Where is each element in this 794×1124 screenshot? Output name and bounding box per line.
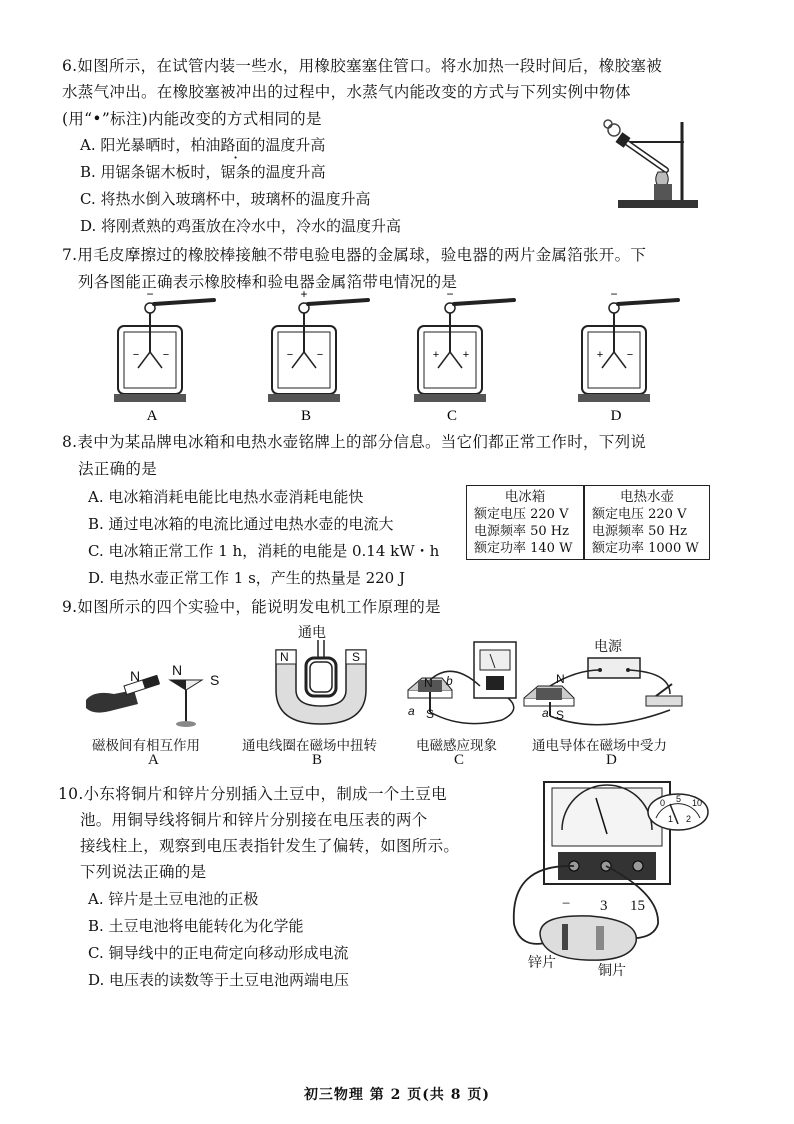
kettle-nameplate-title: 电热水壶 — [620, 489, 674, 505]
q9-stem: 9.如图所示的四个实验中，能说明发电机工作原理的是 — [62, 598, 441, 616]
q6-option-d-pre: D. 将刚煮熟的鸡蛋放在冷水中， — [80, 217, 297, 235]
q10-stem-line2: 池。用铜导线将铜片和锌片分别接在电压表的两个 — [80, 811, 428, 829]
conductor-wire-a: a — [542, 706, 549, 720]
rubber-rod — [618, 300, 678, 304]
q6-stem-line1: 6.如图所示，在试管内装一些水，用橡胶塞塞住管口。将水加热一段时间后，橡胶塞被 — [62, 57, 662, 75]
q6-stem-line3: (用“•”标注)内能改变的方式相同的是 — [62, 110, 322, 128]
q10-stem-line3: 接线柱上，观察到电压表指针发生了偏转，如图所示。 — [80, 837, 460, 855]
magnet-a-pole-n: N — [130, 668, 141, 684]
kettle-nameplate-row: 额定电压 220 V — [592, 507, 687, 522]
fridge-nameplate — [466, 485, 584, 560]
q7-stem-line1: 7.用毛皮摩擦过的橡胶棒接触不带电验电器的金属球，验电器的两片金属箔张开。下 — [62, 246, 647, 264]
electroscope-diagrams — [0, 287, 794, 426]
q9-option-d[interactable]: D — [606, 752, 617, 768]
inset-scale-0: 0 — [660, 798, 666, 808]
q6-option-c[interactable] — [80, 188, 371, 209]
q9-option-a[interactable]: A — [148, 752, 159, 768]
conductor-pole-s: S — [556, 708, 565, 722]
q6-option-b-post: 的温度升高 — [250, 163, 326, 181]
q8-stem-line1: 8.表中为某品牌电冰箱和电热水壶铭牌上的部分信息。当它们都正常工作时，下列说 — [62, 433, 647, 451]
q6-option-d[interactable] — [80, 215, 401, 236]
q9-caption-d: 通电导体在磁场中受力 — [532, 738, 667, 754]
leaf-left-charge: − — [286, 349, 294, 361]
rod-charge-sign: − — [446, 287, 454, 301]
q8-stem-line2: 法正确的是 — [78, 460, 158, 478]
kettle-nameplate — [584, 485, 710, 560]
q6-option-b[interactable] — [80, 161, 326, 182]
q10-option-b[interactable]: B. 土豆电池将电能转化为化学能 — [88, 917, 304, 935]
inset-scale-5: 5 — [676, 794, 682, 804]
rod-charge-sign: − — [146, 287, 154, 301]
leaf-right-charge: − — [316, 349, 324, 361]
q7-option-label[interactable]: B — [300, 408, 312, 424]
terminal-3: 3 — [600, 898, 608, 914]
q6-option-a[interactable] — [80, 134, 325, 155]
fridge-nameplate-row: 额定电压 220 V — [474, 507, 569, 522]
q6-stem-line2: 水蒸气冲出。在橡胶塞被冲出的过程中，水蒸气内能改变的方式与下列实例中物体 — [62, 83, 631, 101]
q10-stem-line4: 下列说法正确的是 — [80, 863, 207, 881]
q9-option-b[interactable]: B — [312, 752, 323, 768]
rod-charge-sign: + — [300, 287, 308, 301]
magnet-b-pole-s: S — [210, 672, 220, 688]
q9-caption-c: 电磁感应现象 — [416, 738, 497, 754]
q9-caption-a: 磁极间有相互作用 — [92, 738, 200, 754]
conductor-pole-n: N — [556, 672, 565, 686]
q6-option-d-post: 的温度升高 — [326, 217, 402, 235]
leaf-left-charge: + — [596, 349, 604, 361]
q9-caption-b: 通电线圈在磁场中扭转 — [242, 738, 377, 754]
magnet-b-pole-n: N — [172, 662, 183, 678]
power-supply-label: 电源 — [594, 639, 622, 655]
leaf-left-charge: − — [132, 349, 140, 361]
q10-option-d[interactable]: D. 电压表的读数等于土豆电池两端电压 — [88, 971, 350, 989]
q7-option-label[interactable]: A — [146, 408, 158, 424]
test-tube-apparatus-figure — [596, 112, 706, 212]
q8-option-a[interactable]: A. 电冰箱消耗电能比电热水壶消耗电能快 — [88, 488, 364, 506]
leaf-left-charge: + — [432, 349, 440, 361]
leaf-right-charge: + — [462, 349, 470, 361]
q8-option-d[interactable]: D. 电热水壶正常工作 1 s，产生的热量是 220 J — [88, 569, 405, 587]
rubber-rod — [154, 300, 214, 304]
page-footer: 初三物理 第 2 页(共 8 页) — [303, 1087, 491, 1103]
q6-option-c-marked: 玻璃杯 — [250, 190, 296, 208]
induction-pole-n: N — [424, 676, 433, 690]
power-on-label: 通电 — [298, 625, 326, 641]
q8-option-b[interactable]: B. 通过电冰箱的电流比通过电热水壶的电流大 — [88, 515, 394, 533]
induction-wire-a: a — [408, 704, 415, 718]
q10-stem-line1: 10.小东将铜片和锌片分别插入土豆中，制成一个土豆电 — [58, 785, 447, 803]
leaf-right-charge: − — [162, 349, 170, 361]
terminal-negative: − — [562, 896, 571, 912]
q7-option-label[interactable]: D — [610, 408, 622, 424]
q6-option-c-pre: C. 将热水倒入玻璃杯中， — [80, 190, 251, 208]
copper-label: 铜片 — [598, 963, 626, 979]
fridge-nameplate-row: 额定功率 140 W — [474, 541, 573, 556]
magnet-interaction-figure — [84, 660, 234, 730]
coil-pole-n: N — [280, 650, 289, 664]
electroscope-base — [414, 394, 486, 402]
q6-option-a-pre: A. 阳光暴晒时， — [80, 136, 191, 154]
q6-option-b-pre: B. 用锯条锯木板时， — [80, 163, 221, 181]
rubber-rod — [308, 300, 368, 304]
coil-pole-s: S — [352, 650, 361, 664]
q10-option-a[interactable]: A. 锌片是土豆电池的正极 — [88, 890, 259, 908]
fridge-nameplate-row: 电源频率 50 Hz — [474, 524, 569, 539]
rubber-rod — [454, 300, 514, 304]
inset-scale-10: 10 — [692, 798, 703, 808]
q7-stem-line2: 列各图能正确表示橡胶棒和验电器金属箔带电情况的是 — [78, 273, 458, 291]
inset-scale-2: 2 — [686, 814, 692, 824]
electroscope-base — [114, 394, 186, 402]
q6-option-b-marked: 锯条 — [220, 163, 251, 181]
zinc-label: 锌片 — [528, 955, 556, 971]
q10-option-c[interactable]: C. 铜导线中的正电荷定向移动形成电流 — [88, 944, 349, 962]
q6-option-a-post: 的温度升高 — [250, 136, 326, 154]
inset-scale-1: 1 — [668, 814, 674, 824]
fridge-nameplate-title: 电冰箱 — [504, 489, 546, 505]
q9-option-c[interactable]: C — [454, 752, 465, 768]
electroscope-base — [268, 394, 340, 402]
q6-option-c-post: 的温度升高 — [295, 190, 371, 208]
terminal-15: 15 — [630, 898, 645, 914]
q6-option-a-marked: 柏油路面 — [190, 136, 251, 154]
q7-option-label[interactable]: C — [446, 408, 458, 424]
induction-pole-s: S — [426, 707, 435, 721]
leaf-right-charge: − — [626, 349, 634, 361]
kettle-nameplate-row: 额定功率 1000 W — [592, 541, 699, 556]
rod-charge-sign: − — [610, 287, 618, 301]
electroscope-base — [578, 394, 650, 402]
q8-option-c[interactable]: C. 电冰箱正常工作 1 h，消耗的电能是 0.14 kW・h — [88, 542, 440, 560]
induction-wire-b: b — [446, 674, 453, 688]
kettle-nameplate-row: 电源频率 50 Hz — [592, 524, 687, 539]
q6-option-d-marked: 冷水 — [296, 217, 327, 235]
